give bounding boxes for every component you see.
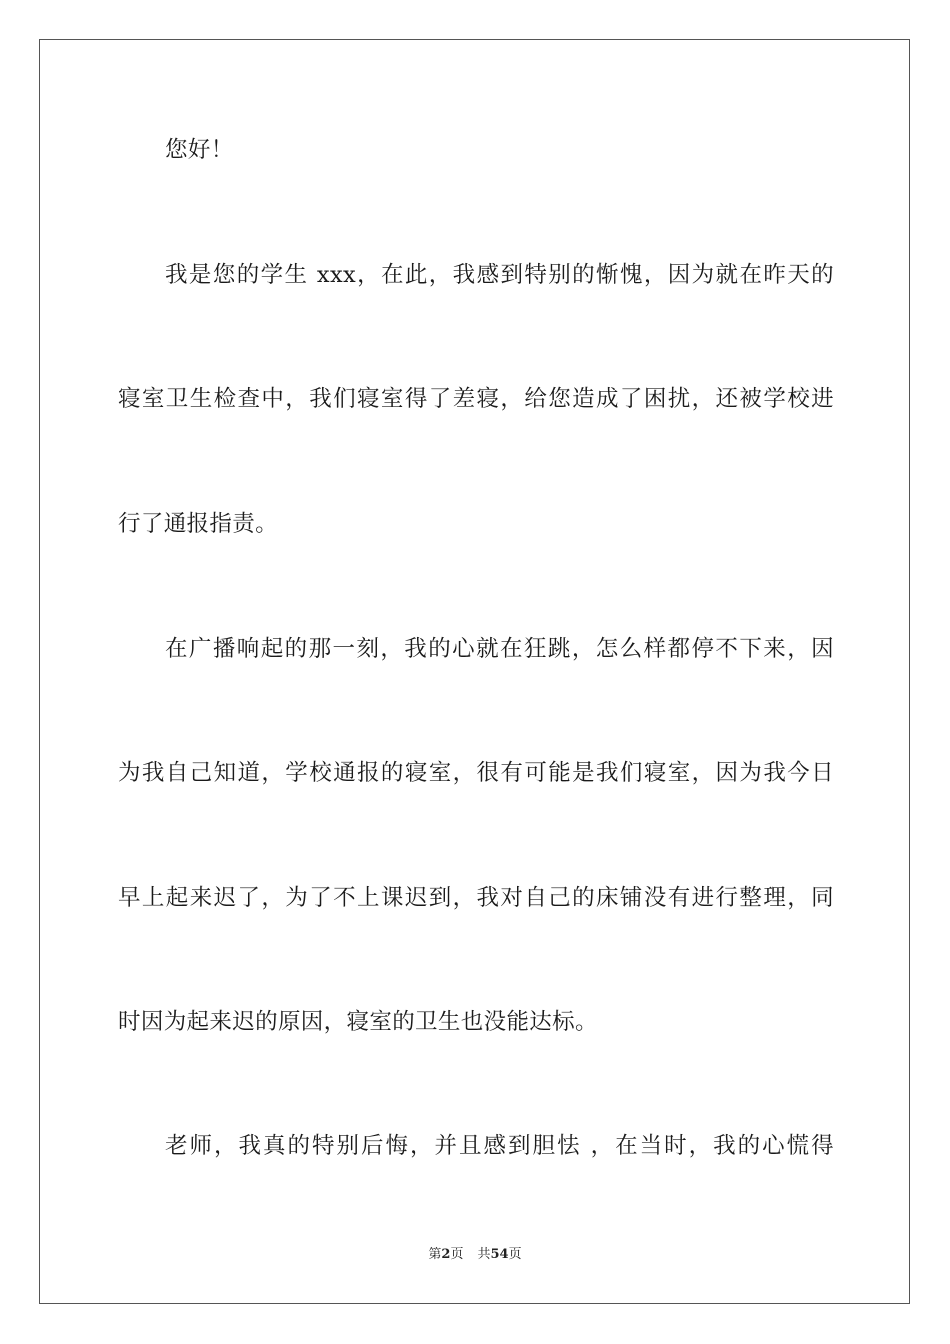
paragraph-1-line-2: 寝室卫生检查中，我们寝室得了差寝，给您造成了困扰，还被学校进	[118, 386, 834, 412]
page-suffix: 页	[450, 1247, 464, 1262]
page-border	[39, 39, 910, 1304]
paragraph-2-line-2: 为我自己知道，学校通报的寝室，很有可能是我们寝室，因为我今日	[118, 760, 834, 786]
page-prefix: 第	[428, 1247, 442, 1262]
paragraph-2-line-3: 早上起来迟了，为了不上课迟到，我对自己的床铺没有进行整理，同	[118, 885, 834, 911]
total-suffix: 页	[508, 1247, 522, 1262]
total-prefix: 共	[477, 1247, 491, 1262]
greeting-line: 您好！	[165, 137, 234, 163]
total-pages: 54	[490, 1247, 509, 1262]
paragraph-2-line-1: 在广播响起的那一刻，我的心就在狂跳，怎么样都停不下来，因	[165, 636, 834, 662]
paragraph-1-line-3: 行了通报指责。	[118, 511, 278, 537]
page-footer	[0, 1246, 950, 1264]
page-number: 2	[441, 1247, 451, 1262]
paragraph-3-line-1: 老师，我真的特别后悔，并且感到胆怯 ，在当时，我的心慌得	[165, 1133, 834, 1159]
paragraph-2-line-4: 时因为起来迟的原因，寝室的卫生也没能达标。	[118, 1009, 598, 1035]
paragraph-1-line-1: 我是您的学生 xxx，在此，我感到特别的惭愧，因为就在昨天的	[165, 262, 834, 288]
